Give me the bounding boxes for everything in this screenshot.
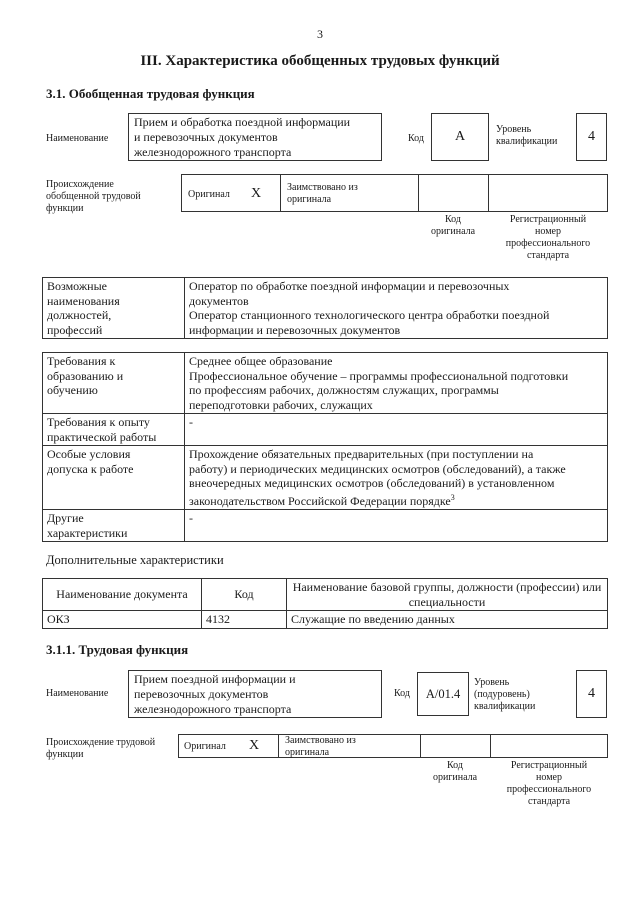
table-row: [43, 353, 608, 414]
col-header: Код: [202, 579, 287, 611]
gtf-origin-label-line: функции: [46, 203, 84, 214]
cell-line: Требования к опыту: [47, 415, 150, 429]
cell-line: Оператор по обработке поездной информации и перевозочных: [189, 279, 510, 293]
table-cell: 4132: [202, 611, 287, 629]
cell-line: Особые условия: [47, 447, 131, 461]
tf-level-label-line: Уровень: [474, 677, 510, 688]
cell-line: практической работы: [47, 429, 157, 444]
cell-line: характеристики: [47, 525, 128, 540]
caption-line: профессионального: [505, 238, 591, 249]
gtf-origin-box: [181, 174, 608, 212]
gtf-name-line: железнодорожного транспорта: [134, 145, 292, 159]
caption-line: Регистрационный: [510, 760, 588, 771]
tf-level-label-line: квалификации: [474, 701, 536, 712]
gtf-reg-number-caption: [488, 214, 608, 262]
caption-line: номер: [536, 772, 562, 783]
tf-heading: 3.1.1. Трудовая функция: [46, 642, 189, 657]
gtf-level-value: 4: [576, 113, 607, 161]
cell-line: Среднее общее образование: [189, 354, 333, 368]
cell-line: Профессиональное обучение – программы профессиональной подготовки: [189, 368, 569, 383]
gtf-heading: 3.1. Обобщенная трудовая функция: [46, 86, 255, 101]
tf-borrowed-label-line: оригинала: [285, 747, 330, 758]
gtf-level-label-line: квалификации: [496, 136, 558, 147]
gtf-borrowed-label: [287, 182, 358, 206]
tf-reg-number-caption: [490, 760, 608, 808]
gtf-origin-label: [46, 179, 141, 215]
req-education-label: [43, 353, 185, 414]
cell-line: внеочередных медицинских осмотров (обследований) в установленном: [189, 476, 555, 490]
req-experience-label: [43, 414, 185, 446]
gtf-code-value: А: [431, 113, 489, 161]
col-header: Наименование базовой группы, должности (профессии) или специальности: [287, 579, 608, 611]
gtf-code-original-caption: [418, 214, 488, 238]
tf-code-label: Код: [394, 688, 410, 699]
req-admission-value: [185, 446, 608, 510]
table-header-row: [43, 579, 608, 611]
caption-line: номер: [535, 226, 561, 237]
tf-origin-box: [178, 734, 608, 758]
req-education-value: [185, 353, 608, 414]
tf-original-label: Оригинал: [184, 741, 226, 752]
cell-line-text: законодательством Российской Федерации порядке: [189, 493, 451, 508]
cell-line: образованию и: [47, 368, 124, 383]
gtf-level-label: [496, 124, 557, 148]
requirements-table: [42, 352, 608, 542]
additional-heading: Дополнительные характеристики: [46, 553, 224, 567]
cell-line: допуска к работе: [47, 461, 134, 476]
additional-table: [42, 578, 608, 629]
col-header: Наименование документа: [43, 579, 202, 611]
tf-name-line: перевозочных документов: [134, 687, 269, 701]
caption-line: оригинала: [432, 772, 478, 783]
caption-line: Код: [447, 760, 463, 771]
cell-line: по профессиям рабочих, должностям служащих, программы: [189, 383, 499, 397]
gtf-origin-label-line: обобщенной трудовой: [46, 191, 141, 202]
caption-line: Код: [445, 214, 461, 225]
positions-label: [43, 278, 185, 339]
cell-line: Возможные: [47, 279, 107, 293]
cell-line: профессий: [47, 322, 103, 337]
tf-level-label-line: (подуровень): [474, 689, 530, 700]
cell-line: переподготовки рабочих, служащих: [189, 397, 373, 412]
req-other-value: -: [185, 510, 608, 542]
tf-code-original-caption: [420, 760, 490, 784]
cell-line: документов: [189, 293, 249, 308]
tf-name-label: Наименование: [46, 688, 109, 699]
caption-line: Регистрационный: [509, 214, 587, 225]
positions-value: [185, 278, 608, 339]
req-admission-label: [43, 446, 185, 510]
cell-line: Требования к: [47, 354, 116, 368]
cell-line: наименования: [47, 293, 120, 308]
caption-line: оригинала: [430, 226, 476, 237]
cell-line: работу) и периодических медицинских осмотров (обследований), а также: [189, 461, 566, 476]
cell-line: Другие: [47, 511, 84, 525]
caption-line: профессионального: [506, 784, 592, 795]
req-other-label: [43, 510, 185, 542]
gtf-name-line: и перевозочных документов: [134, 130, 278, 144]
table-row: [43, 611, 608, 629]
tf-origin-label: [46, 737, 155, 761]
table-cell: ОКЗ: [43, 611, 202, 629]
cell-line: обучению: [47, 383, 98, 397]
tf-borrowed-label: [285, 735, 356, 759]
gtf-name-box: [128, 113, 382, 161]
footnote-mark: 3: [450, 492, 455, 502]
tf-origin-label-line: функции: [46, 749, 84, 760]
tf-original-mark: X: [249, 738, 260, 753]
caption-line: стандарта: [526, 250, 570, 261]
gtf-original-mark: X: [251, 186, 262, 201]
table-row: [43, 446, 608, 510]
tf-name-box: [128, 670, 382, 718]
caption-line: стандарта: [527, 796, 571, 807]
req-experience-value: -: [185, 414, 608, 446]
table-cell: Служащие по введению данных: [287, 611, 608, 629]
section-title: III. Характеристика обобщенных трудовых функций: [140, 53, 500, 69]
gtf-borrowed-label-line: оригинала: [287, 194, 332, 205]
tf-name-line: железнодорожного транспорта: [134, 702, 292, 716]
gtf-name-label: Наименование: [46, 133, 109, 144]
gtf-origin-label-line: Происхождение: [46, 179, 114, 190]
tf-borrowed-label-line: Заимствовано из: [285, 735, 356, 746]
positions-table: [42, 277, 608, 339]
cell-line: должностей,: [47, 308, 112, 322]
gtf-borrowed-label-line: Заимствовано из: [287, 182, 358, 193]
gtf-name-line: Прием и обработка поездной информации: [134, 115, 351, 129]
tf-origin-label-line: Происхождение трудовой: [46, 737, 156, 748]
page-number: 3: [317, 27, 323, 41]
table-row: [43, 414, 608, 446]
tf-name-line: Прием поездной информации и: [134, 672, 296, 686]
cell-line: Прохождение обязательных предварительных (при поступлении на: [189, 447, 534, 461]
table-row: [43, 510, 608, 542]
cell-line: Оператор станционного технологического центра обработки поездной: [189, 308, 550, 322]
gtf-code-label: Код: [408, 133, 424, 144]
cell-line: [189, 491, 603, 509]
cell-line: информации и перевозочных документов: [189, 322, 401, 337]
gtf-level-label-line: Уровень: [496, 124, 532, 135]
tf-code-value: А/01.4: [417, 672, 469, 716]
table-row: [43, 278, 608, 339]
tf-level-label: [474, 677, 535, 713]
tf-level-value: 4: [576, 670, 607, 718]
gtf-original-label: Оригинал: [188, 189, 230, 200]
